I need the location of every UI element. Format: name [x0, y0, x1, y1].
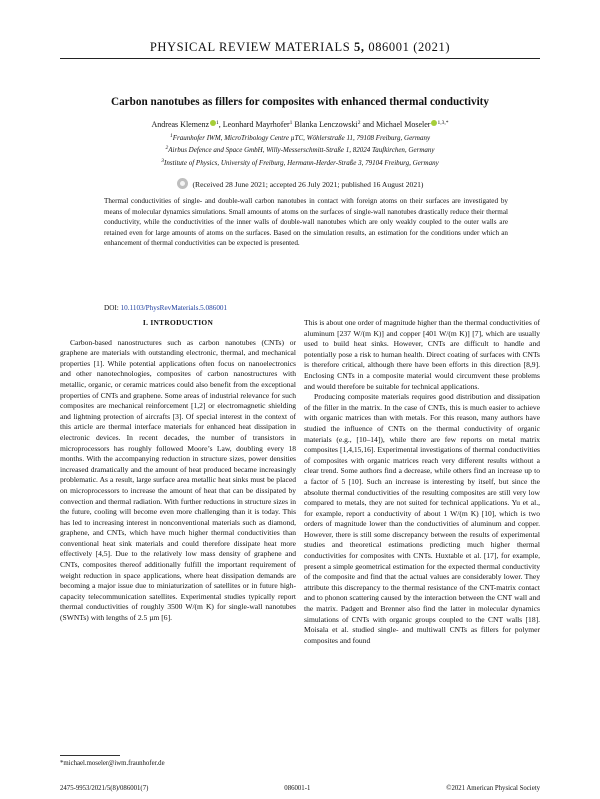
affiliation-sup: 1 [169, 133, 173, 139]
journal-year: (2021) [413, 40, 451, 54]
affiliation-text: Institute of Physics, University of Freiburg, Hermann-Herder-Straße 3, 79104 Freiburg, Germany [164, 158, 439, 167]
page-footer [60, 785, 540, 792]
journal-volume: 5, [354, 40, 365, 54]
footnote-rule [60, 755, 120, 756]
journal-name: PHYSICAL REVIEW MATERIALS [149, 40, 351, 54]
check-for-updates-icon[interactable] [177, 178, 188, 189]
author-sup: 1,3,* [437, 120, 449, 126]
footer-copyright: ©2021 American Physical Society [446, 785, 540, 792]
author-sup: 1 [289, 120, 293, 126]
affiliation-sup: 3 [161, 157, 165, 164]
doi-link[interactable]: 10.1103/PhysRevMaterials.5.086001 [120, 304, 228, 312]
received-text: (Received 28 June 2021; accepted 26 July 2021; published 16 August 2021) [192, 180, 424, 189]
paper-title: Carbon nanotubes as fillers for composites with enhanced thermal conductivity [111, 96, 489, 108]
affiliation-text: Airbus Defence and Space GmbH, Willy-Messerschmitt-Straße 1, 82024 Taufkirchen, Germany [168, 146, 435, 155]
corresponding-author-footnote: *michael.moseler@iwm.fraunhofer.de [60, 760, 165, 767]
author-name: Blanka Lenczowski [294, 120, 358, 129]
header-rule [60, 58, 540, 59]
body-paragraph: Producing composite materials requires good distribution and dissipation of the filler in the matrix. In the case of CNTs, this is much easier to achieve with organic matrices than with metals. For this reason, many authors have studied the influence of CNTs on the thermal conductivity of organic materials (e.g., [10–14]), while there are few reports on metal matrix composites [1,4,15,16]. Experimental investigations of thermal conductivities of composites with organic matrices reach very different results without a clear trend. Some authors find a decrease, while others find an increase up to a factor of 5 [10]. Such an increase is interesting by itself, but since the absolute thermal conductivities of the resulting composites are still very low compared to metals, they are not suited for technical applications. Yu et al., for example, report a conductivity of about 1 W/(m K) [10], which is two orders of magnitude lower than the conductivities of aluminum and copper. However, there is still some discrepancy between the results of experimental studies and theoretical estimations predicting much higher thermal conductivities for composites with CNTs. Huxtable et al. [17], for example, present a simple geometrical estimation for the expected thermal conductivity of the composite and find that the actual values are considerably lower. They attribute this discrepancy to the thermal resistance of the CNT-matrix contact and to phonon scattering caused by the interaction between the CNT wall and the matrix. Padgett and Brenner also find the latter in molecular dynamics simulations of CNTs with organic groups coupled to the CNT walls [18]. Moisala et al. studied single- and multiwall CNTs as fillers for polymer composites and found [304, 392, 540, 645]
author-sup: 1 [216, 120, 219, 126]
body-paragraph: This is about one order of magnitude higher than the thermal conductivities of aluminum [237 W/(m K)] and copper [401 W/(m K)] [7], which are usually used to build heat sinks. However, CNTs are difficult to handle and potentially pose a risk to human health. Direct coating of surfaces with CNTs is therefore critical, although there have been efforts in this direction [8,9]. Enclosing CNTs in a composite material would circumvent these problems and would therefore be suitable for technical applications. [304, 318, 540, 391]
footer-page-number: 086001-1 [284, 785, 311, 792]
affiliation [60, 143, 540, 155]
left-column [60, 318, 296, 624]
body-paragraph: Carbon-based nanostructures such as carbon nanotubes (CNTs) or graphene are materials with outstanding electronic, thermal, and mechanical properties [1]. While potential applications often focus on nanoelectronics and other nanotechnologies, composites of carbon nanostructures with metallic, organic, or ceramic matrices could also benefit from the exceptional properties of CNTs and graphene. Some areas of industrial relevance for such composites are mechanical reinforcement [1,2] or electromagnetic shielding and lightning protection of aircrafts [3]. Of special interest in the context of this article are thermal interface materials for enhanced heat dissipation in electronic devices. In recent decades, the number of transistors in microprocessors has roughly followed Moore’s Law, doubling every 18 months. With the accompanying reduction in structure sizes, power densities increased dramatically and the amount of heat produced became increasingly problematic. As a result, large surface area metallic heat sinks must be placed on microprocessors to increase the amount of heat that can be dissipated by convection and thermal radiation. With further reductions in structure sizes in the future, cooling will become even more challenging than it is today. This has led to increasing interest in nonconventional materials such as diamond, graphene, and CNTs, which have much higher thermal conductivities than conventional heat sink materials and could therefore dissipate heat more effectively [4,5]. Due to the relatively low mass density of graphene and CNTs, composites thereof additionally fulfill the important requirement of weight reduction in space applications, where heat dissipation demands are becoming a major issue due to miniaturization of satellites or in future high-capacity telecommunication satellites. Experimental studies typically report thermal conductivities of roughly 3500 W/(m K) for single-wall nanotubes (SWNTs) with lengths of 2.5 µm [6]. [60, 337, 296, 623]
affiliation-text: Fraunhofer IWM, MicroTribology Centre µTC, Wöhlerstraße 11, 79108 Freiburg, Germany [172, 134, 431, 142]
doi-label: DOI: [104, 304, 119, 312]
footer-issn: 2475-9953/2021/5(8)/086001(7) [60, 785, 149, 792]
received-dates [60, 178, 540, 189]
affiliation [60, 156, 540, 168]
author-name: Leonhard Mayrhofer [222, 120, 290, 129]
abstract: Thermal conductivities of single- and double-wall carbon nanotubes in contact with foreign atoms on their surfaces are investigated by means of molecular dynamics simulations. Small amounts of atoms on the surfaces of single-wall nanotubes drastically reduce their thermal conductivity, while the conductivities of the inner walls of double-wall nanotubes which are only weakly coupled to the outer walls are retained even for large amounts of atoms on the surfaces. Based on the simulation results, an estimation for the conditions under which an enhancement of thermal conductivities can be expected is presented. [104, 197, 508, 248]
section-heading: I. INTRODUCTION [142, 318, 214, 327]
author-list: Andreas Klemenz $^1$, Leonhard Mayrhofer$^1$ Blanka Lenczowski$^2$ and Michael Moseler $^{1,3,*}$ [151, 120, 449, 129]
author-sup: 2 [357, 120, 361, 126]
right-column [304, 318, 540, 646]
affiliations [60, 131, 540, 168]
doi [104, 304, 227, 312]
author-name: Andreas Klemenz [151, 120, 210, 129]
author-name: Michael Moseler [376, 120, 431, 129]
affiliation-sup: 2 [165, 145, 169, 152]
journal-header [60, 40, 540, 55]
article-number: 086001 [368, 40, 410, 54]
affiliation [60, 131, 540, 143]
